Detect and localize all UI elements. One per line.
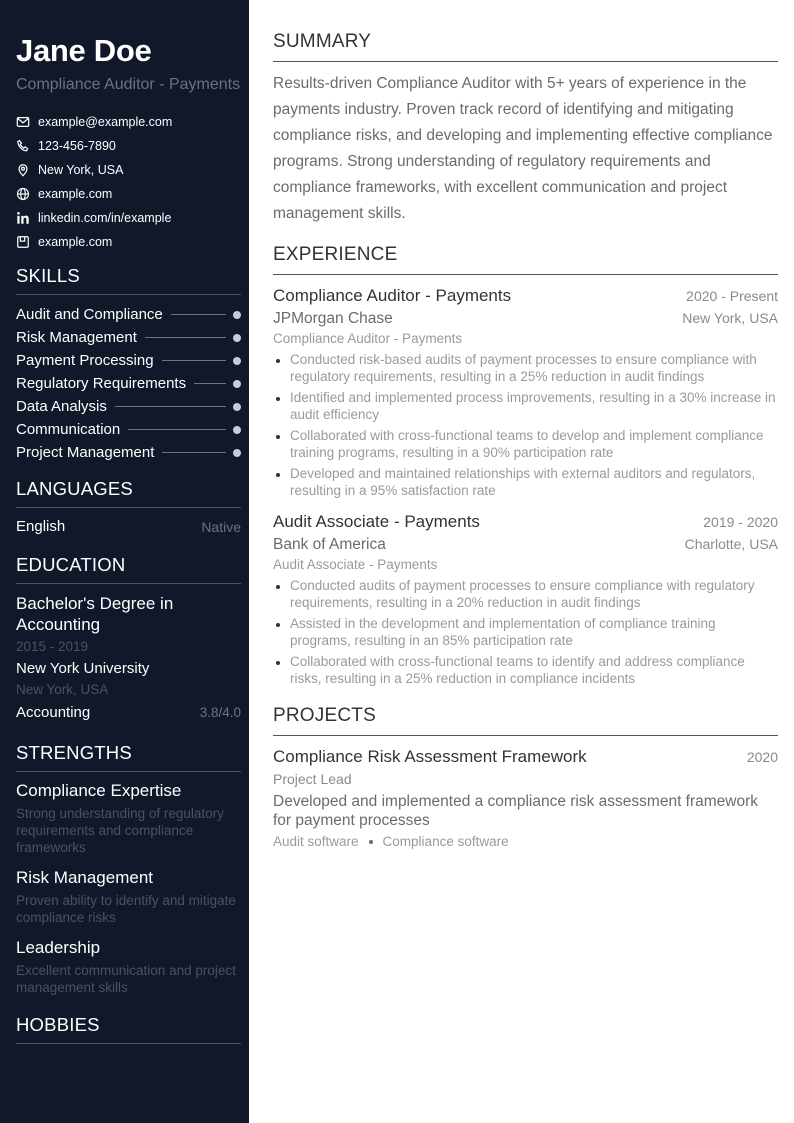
job-bullet: Collaborated with cross-functional teams to develop and implement compliance training programs, resulting in a 90% participation rate: [273, 427, 778, 461]
job-subheader: [273, 309, 778, 329]
job-bullets: [273, 577, 778, 687]
contact-location: [16, 158, 241, 182]
job-company: Bank of America: [273, 536, 386, 553]
project-role: Project Lead: [273, 771, 352, 787]
job-header: [273, 285, 778, 307]
skills-heading: SKILLS: [16, 266, 241, 295]
language-name: English: [16, 518, 66, 535]
strength-item: [16, 781, 241, 856]
contact-phone-text: 123-456-7890: [38, 139, 116, 153]
skill-dot: [233, 403, 241, 411]
skill-name: Project Management: [16, 444, 155, 461]
job-bullet: Conducted risk-based audits of payment processes to ensure compliance with regulatory requirements, resulting in a 25% reduction in audit findings: [273, 351, 778, 385]
job-header: [273, 511, 778, 533]
experience-heading: EXPERIENCE: [273, 244, 778, 275]
skill-name: Communication: [16, 421, 121, 438]
job-bullet: Developed and maintained relationships with external auditors and regulators, resulting in a 95% satisfaction rate: [273, 465, 778, 499]
project-desc: Developed and implemented a compliance risk assessment framework for payment processes: [273, 793, 759, 829]
job-entry: [273, 285, 778, 499]
summary-heading: SUMMARY: [273, 31, 778, 62]
education-degree: Bachelor's Degree in Accounting: [16, 594, 174, 634]
contact-portfolio[interactable]: [16, 230, 241, 254]
skill-dot: [233, 426, 241, 434]
strength-item: [16, 868, 241, 926]
contact-website-text: example.com: [38, 187, 113, 201]
job-location: Charlotte, USA: [684, 536, 778, 552]
skill-name: Data Analysis: [16, 398, 107, 415]
skill-item: [16, 418, 241, 441]
website-icon: [16, 235, 30, 249]
project-year: 2020: [746, 749, 778, 765]
contact-website[interactable]: [16, 182, 241, 206]
strength-name: Risk Management: [16, 868, 154, 887]
project-tag: Compliance software: [382, 834, 509, 849]
candidate-name: Jane Doe: [16, 33, 152, 68]
project-entry: [273, 746, 778, 849]
job-bullet: Assisted in the development and implementation of compliance training programs, resulting in an 85% participation rate: [273, 615, 778, 649]
skill-name: Audit and Compliance: [16, 306, 163, 323]
skill-item: [16, 326, 241, 349]
skill-line: [115, 406, 226, 407]
job-entry: [273, 511, 778, 687]
skill-name: Regulatory Requirements: [16, 375, 187, 392]
linkedin-icon: [16, 211, 30, 225]
job-role: Audit Associate - Payments: [273, 557, 438, 572]
education-heading: EDUCATION: [16, 555, 241, 584]
strength-name: Compliance Expertise: [16, 781, 182, 800]
languages-heading: LANGUAGES: [16, 479, 241, 508]
job-bullet: Identified and implemented process improvements, resulting in a 30% increase in audit efficiency: [273, 389, 778, 423]
education-dates: 2015 - 2019: [16, 639, 89, 654]
skill-dot: [233, 357, 241, 365]
skill-item: [16, 372, 241, 395]
job-title: Compliance Auditor - Payments: [273, 286, 512, 305]
strengths-heading: STRENGTHS: [16, 743, 241, 772]
skill-line: [145, 337, 226, 338]
skill-item: [16, 303, 241, 326]
job-bullet: Conducted audits of payment processes to ensure compliance with regulatory requirements, resulting in a 20% reduction in audit findings: [273, 577, 778, 611]
hobbies-heading: HOBBIES: [16, 1015, 241, 1044]
phone-icon: [16, 139, 30, 153]
project-tag: Audit software: [273, 834, 359, 849]
job-bullet: Collaborated with cross-functional teams to identify and address compliance risks, resulting in a 25% reduction in compliance incidents: [273, 653, 778, 687]
strength-desc: Strong understanding of regulatory requirements and compliance frameworks: [16, 806, 224, 855]
skill-name: Risk Management: [16, 329, 137, 346]
skill-line: [194, 383, 226, 384]
strength-item: [16, 938, 241, 996]
globe-icon: [16, 187, 30, 201]
skill-line: [128, 429, 226, 430]
project-tags: [273, 834, 778, 849]
tag-separator: [369, 840, 373, 844]
education-gpa: 3.8/4.0: [199, 705, 241, 720]
skills-list: [16, 303, 241, 464]
strength-desc: Excellent communication and project management skills: [16, 963, 236, 995]
education-field-row: [16, 704, 241, 722]
skill-line: [162, 360, 226, 361]
contact-phone[interactable]: [16, 134, 241, 158]
education-school: New York University: [16, 660, 150, 677]
skill-item: [16, 349, 241, 372]
contact-email-text: example@example.com: [38, 115, 173, 129]
education-field: Accounting: [16, 704, 91, 721]
job-company: JPMorgan Chase: [273, 310, 393, 327]
language-level: Native: [201, 519, 241, 535]
skill-dot: [233, 449, 241, 457]
skill-dot: [233, 311, 241, 319]
job-title: Audit Associate - Payments: [273, 512, 480, 531]
job-location: New York, USA: [682, 310, 778, 326]
main-content: [249, 0, 794, 1123]
language-item: [16, 518, 241, 536]
skill-item: [16, 395, 241, 418]
job-dates: 2019 - 2020: [703, 514, 778, 530]
location-icon: [16, 163, 30, 177]
job-subheader: [273, 535, 778, 555]
skill-dot: [233, 334, 241, 342]
skill-item: [16, 441, 241, 464]
strength-desc: Proven ability to identify and mitigate compliance risks: [16, 893, 236, 925]
skill-dot: [233, 380, 241, 388]
job-dates: 2020 - Present: [686, 288, 778, 304]
candidate-title: Compliance Auditor - Payments: [16, 76, 241, 93]
contact-linkedin[interactable]: [16, 206, 241, 230]
project-name: Compliance Risk Assessment Framework: [273, 747, 587, 766]
email-icon: [16, 115, 30, 129]
sidebar: [0, 0, 249, 1123]
job-role: Compliance Auditor - Payments: [273, 331, 463, 346]
skill-line: [162, 452, 226, 453]
skill-line: [171, 314, 226, 315]
contact-portfolio-text: example.com: [38, 235, 113, 249]
summary-text: Results-driven Compliance Auditor with 5+ years of experience in the payments industry. Proven track record of identifying and mitigating compliance risks, and developing and implementing effective compliance programs. Strong understanding of regulatory requirements and compliance frameworks, with excellent communication and project management skills.: [273, 75, 773, 222]
contact-list: [16, 110, 241, 254]
project-header: [273, 746, 778, 768]
education-entry: [16, 593, 241, 722]
projects-heading: PROJECTS: [273, 705, 778, 736]
job-bullets: [273, 351, 778, 499]
contact-email[interactable]: [16, 110, 241, 134]
contact-location-text: New York, USA: [38, 163, 124, 177]
education-location: New York, USA: [16, 682, 109, 697]
contact-linkedin-text: linkedin.com/in/example: [38, 211, 172, 225]
strength-name: Leadership: [16, 938, 101, 957]
skill-name: Payment Processing: [16, 352, 154, 369]
